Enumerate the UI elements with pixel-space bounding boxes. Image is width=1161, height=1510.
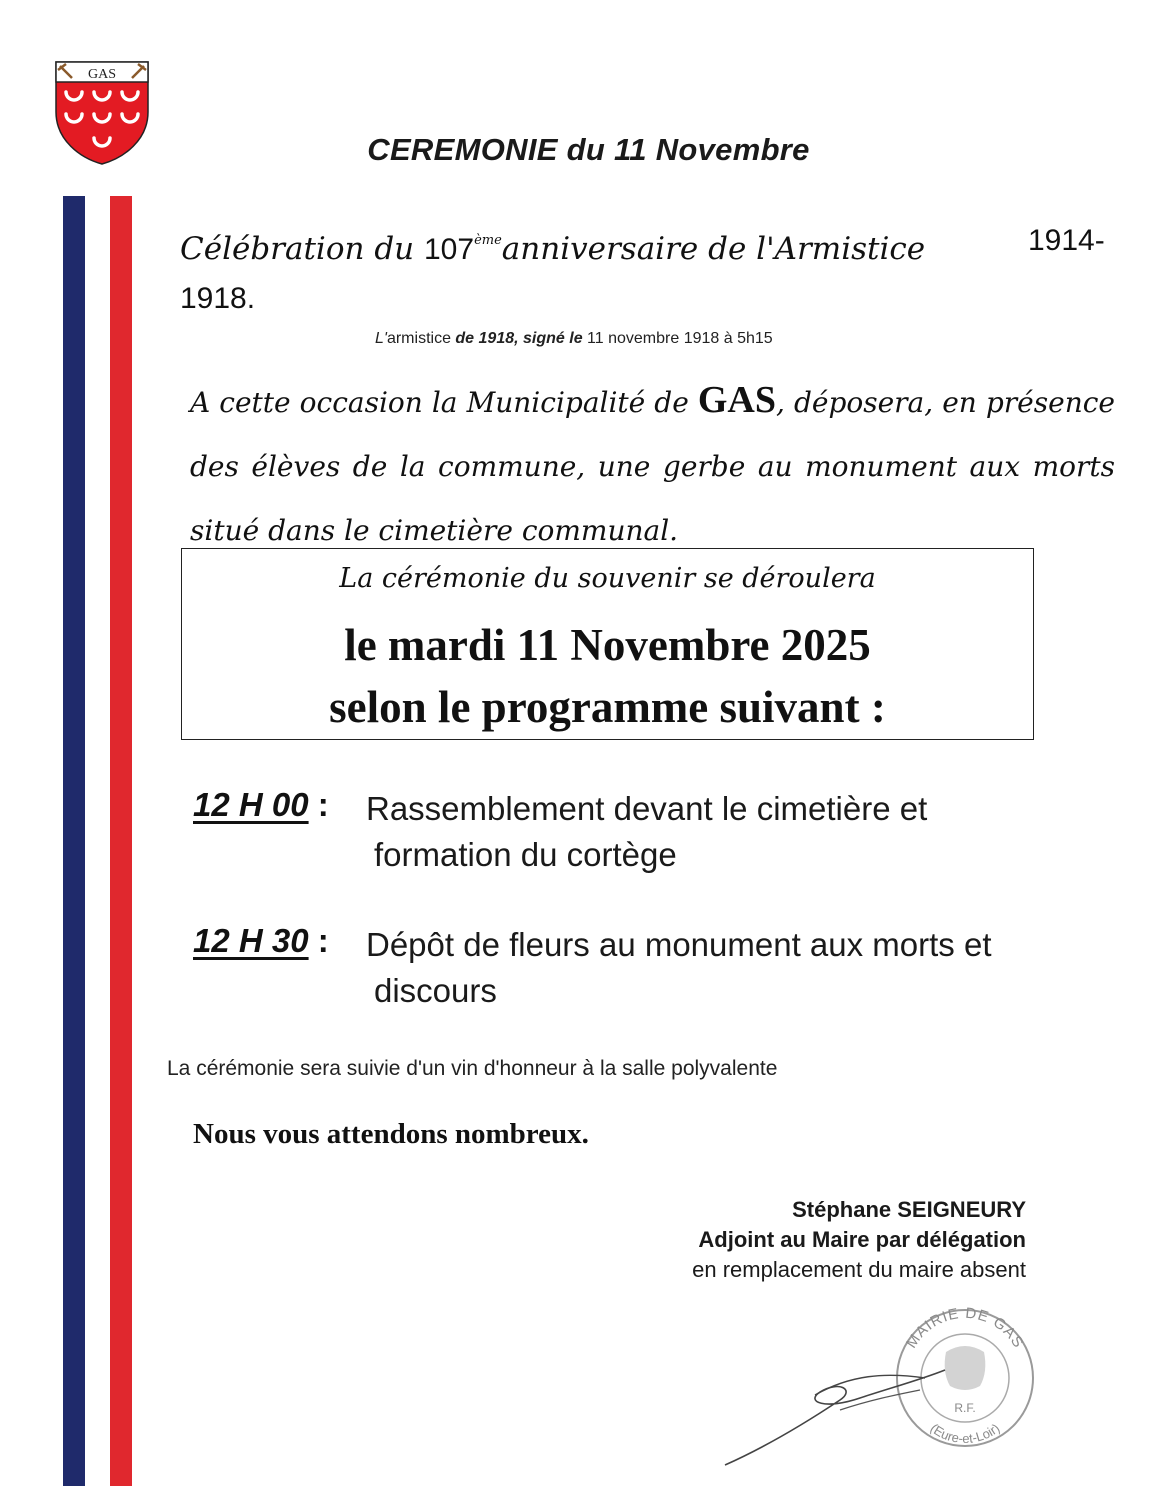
year-end: 1918. bbox=[180, 282, 256, 315]
tricolor-red-stripe bbox=[110, 196, 132, 1486]
armistice-note-part4: 11 novembre 1918 à 5h15 bbox=[582, 330, 773, 347]
stamp-top-text: MAIRIE DE GAS bbox=[902, 1304, 1028, 1352]
ceremony-box bbox=[181, 548, 1034, 740]
closing-line: Nous vous attendons nombreux. bbox=[193, 1118, 589, 1150]
vin-honneur-note: La cérémonie sera suivie d'un vin d'honneur à la salle polyvalente bbox=[167, 1057, 778, 1080]
program-sep: : bbox=[308, 786, 329, 823]
handwritten-signature bbox=[720, 1350, 950, 1470]
occasion-gas: GAS bbox=[697, 379, 776, 421]
celebration-heading bbox=[180, 212, 1110, 315]
program-item-2-text bbox=[366, 922, 1126, 1014]
stamp-bottom-text: (Eure-et-Loir) bbox=[927, 1420, 1003, 1447]
armistice-note-part2: armistice bbox=[386, 330, 456, 347]
armistice-note bbox=[375, 330, 773, 348]
page-title: CEREMONIE du 11 Novembre bbox=[367, 132, 810, 167]
signatory-role: Adjoint au Maire par délégation bbox=[698, 1227, 1026, 1252]
program-line2: discours bbox=[374, 972, 497, 1009]
signatory-name: Stéphane SEIGNEURY bbox=[792, 1197, 1026, 1222]
armistice-note-part3: de 1918, signé le bbox=[455, 330, 583, 347]
celebration-suffix: anniversaire de l'Armistice bbox=[501, 231, 926, 267]
signatory-note: en remplacement du maire absent bbox=[692, 1257, 1026, 1282]
program-time: 12 H 00 bbox=[193, 786, 309, 823]
program-line1: Dépôt de fleurs au monument aux morts et bbox=[366, 926, 992, 963]
program-time: 12 H 30 bbox=[193, 922, 309, 959]
coat-text: GAS bbox=[87, 67, 117, 82]
box-intro: La cérémonie du souvenir se déroulera bbox=[339, 563, 876, 594]
armistice-note-part1: L' bbox=[375, 330, 387, 347]
occasion-part2: , déposera, en présence des élèves de la commune, une gerbe au monument aux morts situé dans le cimetière communal. bbox=[190, 386, 1115, 547]
svg-text:MAIRIE DE GAS bbox=[903, 1305, 1027, 1352]
program-heading: selon le programme suivant : bbox=[329, 682, 886, 732]
occasion-paragraph bbox=[190, 368, 1115, 563]
stamp-center-text: R.F. bbox=[954, 1401, 976, 1415]
celebration-prefix: Célébration du bbox=[180, 231, 424, 267]
program-sep: : bbox=[308, 922, 329, 959]
occasion-part1: A cette occasion la Municipalité de bbox=[190, 386, 698, 419]
ceremony-date: le mardi 11 Novembre 2025 bbox=[344, 620, 871, 670]
program-item-2-time bbox=[193, 922, 329, 960]
program-item-1-time bbox=[193, 786, 329, 824]
anniversary-superscript: ème bbox=[474, 233, 502, 248]
program-item-1-text bbox=[366, 786, 1086, 878]
year-start: 1914- bbox=[1028, 224, 1105, 257]
anniversary-number: 107 bbox=[424, 233, 475, 266]
tricolor-blue-stripe bbox=[63, 196, 85, 1486]
program-line2: formation du cortège bbox=[374, 836, 677, 873]
program-line1: Rassemblement devant le cimetière et bbox=[366, 790, 928, 827]
